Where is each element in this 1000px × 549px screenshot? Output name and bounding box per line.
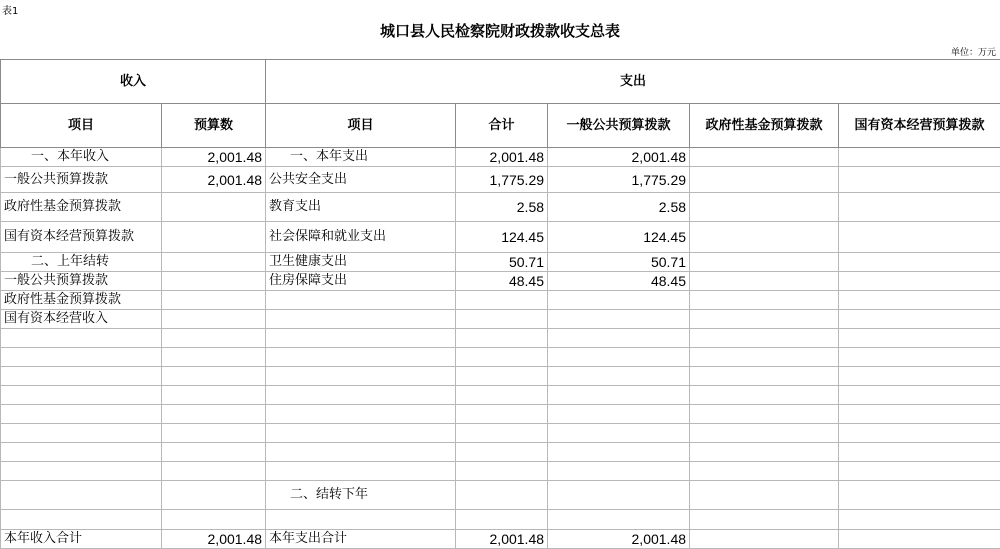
table-cell [839, 386, 1000, 405]
table-cell [839, 443, 1000, 462]
table-cell [839, 272, 1000, 291]
table-cell [690, 510, 839, 530]
table-cell: 一、本年收入 [1, 148, 162, 167]
table-row [1, 167, 1000, 193]
table-cell: 48.45 [548, 272, 690, 291]
table-cell [690, 193, 839, 222]
table-cell [162, 405, 266, 424]
table-cell [162, 481, 266, 510]
table-row [1, 329, 1000, 348]
table-row [1, 222, 1000, 253]
table-cell [456, 462, 548, 481]
table-cell [839, 462, 1000, 481]
budget-table [0, 59, 1000, 549]
table-cell [162, 222, 266, 253]
table-cell [690, 481, 839, 510]
table-cell [266, 348, 456, 367]
table-cell: 2.58 [548, 193, 690, 222]
col-header: 政府性基金预算拨款 [690, 104, 839, 148]
table-cell [266, 291, 456, 310]
table-cell [690, 291, 839, 310]
table-row [1, 481, 1000, 510]
col-header: 合计 [456, 104, 548, 148]
table-cell [456, 329, 548, 348]
table-cell: 二、上年结转 [1, 253, 162, 272]
table-cell [162, 424, 266, 443]
table-row [1, 193, 1000, 222]
table-cell [690, 386, 839, 405]
table-cell [548, 443, 690, 462]
table-cell [456, 510, 548, 530]
table-cell [690, 253, 839, 272]
table-cell: 2.58 [456, 193, 548, 222]
table-cell [690, 443, 839, 462]
table-cell [162, 462, 266, 481]
table-cell: 2,001.48 [456, 148, 548, 167]
table-row [1, 405, 1000, 424]
table-cell [690, 329, 839, 348]
table-cell: 124.45 [456, 222, 548, 253]
table-cell [548, 405, 690, 424]
table-cell: 2,001.48 [548, 148, 690, 167]
table-cell [162, 291, 266, 310]
table-cell: 2,001.48 [162, 530, 266, 549]
table-cell [548, 481, 690, 510]
table-cell [456, 481, 548, 510]
table-cell [548, 348, 690, 367]
table-cell [839, 530, 1000, 549]
table-cell [1, 510, 162, 530]
table-cell [1, 405, 162, 424]
table-row [1, 367, 1000, 386]
table-cell: 1,775.29 [548, 167, 690, 193]
table-row [1, 291, 1000, 310]
table-cell [266, 443, 456, 462]
table-cell [548, 310, 690, 329]
table-cell [456, 424, 548, 443]
col-header: 预算数 [162, 104, 266, 148]
table-cell [839, 291, 1000, 310]
table-cell [548, 424, 690, 443]
header-row-group [1, 60, 1000, 104]
table-cell: 本年收入合计 [1, 530, 162, 549]
table-cell: 一、本年支出 [266, 148, 456, 167]
page-title: 城口县人民检察院财政拨款收支总表 [0, 20, 1000, 41]
table-cell: 本年支出合计 [266, 530, 456, 549]
table-cell [1, 424, 162, 443]
income-header: 收入 [1, 60, 266, 104]
table-cell [1, 329, 162, 348]
table-cell: 政府性基金预算拨款 [1, 193, 162, 222]
table-cell: 二、结转下年 [266, 481, 456, 510]
table-cell [839, 329, 1000, 348]
table-row [1, 148, 1000, 167]
table-cell: 一般公共预算拨款 [1, 272, 162, 291]
unit-label: 单位：万元 [951, 45, 996, 58]
table-cell [839, 310, 1000, 329]
table-cell [162, 310, 266, 329]
table-cell [548, 329, 690, 348]
table-cell: 2,001.48 [162, 148, 266, 167]
table-cell: 国有资本经营预算拨款 [1, 222, 162, 253]
table-cell [1, 462, 162, 481]
table-cell [839, 222, 1000, 253]
col-header: 项目 [266, 104, 456, 148]
table-cell: 2,001.48 [456, 530, 548, 549]
table-cell [266, 462, 456, 481]
table-cell [162, 272, 266, 291]
table-cell [690, 530, 839, 549]
table-cell [266, 310, 456, 329]
table-row [1, 348, 1000, 367]
table-cell [266, 329, 456, 348]
table-cell [162, 348, 266, 367]
table-row [1, 510, 1000, 530]
table-cell [839, 253, 1000, 272]
table-cell [162, 386, 266, 405]
sheet-label: 表1 [2, 2, 18, 17]
table-cell [1, 386, 162, 405]
table-cell [690, 462, 839, 481]
table-cell [839, 348, 1000, 367]
table-cell [548, 367, 690, 386]
table-cell [839, 193, 1000, 222]
table-cell [456, 443, 548, 462]
table-cell [456, 367, 548, 386]
table-cell [162, 443, 266, 462]
table-cell [839, 424, 1000, 443]
table-cell: 48.45 [456, 272, 548, 291]
table-cell: 教育支出 [266, 193, 456, 222]
table-cell: 社会保障和就业支出 [266, 222, 456, 253]
table-cell: 50.71 [456, 253, 548, 272]
table-cell [690, 405, 839, 424]
table-cell [839, 148, 1000, 167]
table-cell [690, 222, 839, 253]
table-row [1, 443, 1000, 462]
table-cell [1, 367, 162, 386]
table-cell [690, 310, 839, 329]
table-cell [456, 405, 548, 424]
table-cell [839, 167, 1000, 193]
table-cell: 住房保障支出 [266, 272, 456, 291]
table-row [1, 386, 1000, 405]
table-cell [690, 272, 839, 291]
table-cell [690, 167, 839, 193]
expense-header: 支出 [266, 60, 1000, 104]
table-cell [266, 386, 456, 405]
col-header: 项目 [1, 104, 162, 148]
table-cell [690, 367, 839, 386]
table-cell [1, 481, 162, 510]
table-cell [162, 193, 266, 222]
table-row [1, 272, 1000, 291]
col-header: 国有资本经营预算拨款 [839, 104, 1000, 148]
table-cell [690, 424, 839, 443]
table-cell [548, 386, 690, 405]
table-cell [162, 367, 266, 386]
table-cell [1, 443, 162, 462]
table-cell: 一般公共预算拨款 [1, 167, 162, 193]
table-cell [456, 291, 548, 310]
table-cell [1, 348, 162, 367]
table-cell [162, 510, 266, 530]
table-cell [548, 462, 690, 481]
table-cell [548, 510, 690, 530]
table-cell [456, 310, 548, 329]
table-cell: 1,775.29 [456, 167, 548, 193]
table-cell [690, 148, 839, 167]
table-cell: 卫生健康支出 [266, 253, 456, 272]
table-cell [690, 348, 839, 367]
table-cell [548, 291, 690, 310]
table-cell [839, 405, 1000, 424]
table-row [1, 253, 1000, 272]
table-cell [456, 348, 548, 367]
table-cell [266, 367, 456, 386]
header-row-columns [1, 104, 1000, 148]
table-cell: 2,001.48 [162, 167, 266, 193]
table-row [1, 530, 1000, 549]
table-cell [266, 510, 456, 530]
col-header: 一般公共预算拨款 [548, 104, 690, 148]
table-cell: 国有资本经营收入 [1, 310, 162, 329]
table-cell [266, 405, 456, 424]
table-cell [266, 424, 456, 443]
table-cell [839, 510, 1000, 530]
table-row [1, 424, 1000, 443]
table-cell [839, 481, 1000, 510]
table-cell [162, 253, 266, 272]
table-cell: 公共安全支出 [266, 167, 456, 193]
table-cell: 政府性基金预算拨款 [1, 291, 162, 310]
table-row [1, 462, 1000, 481]
table-cell [839, 367, 1000, 386]
table-cell: 50.71 [548, 253, 690, 272]
table-cell: 124.45 [548, 222, 690, 253]
table-cell [456, 386, 548, 405]
table-cell [162, 329, 266, 348]
table-cell: 2,001.48 [548, 530, 690, 549]
table-row [1, 310, 1000, 329]
